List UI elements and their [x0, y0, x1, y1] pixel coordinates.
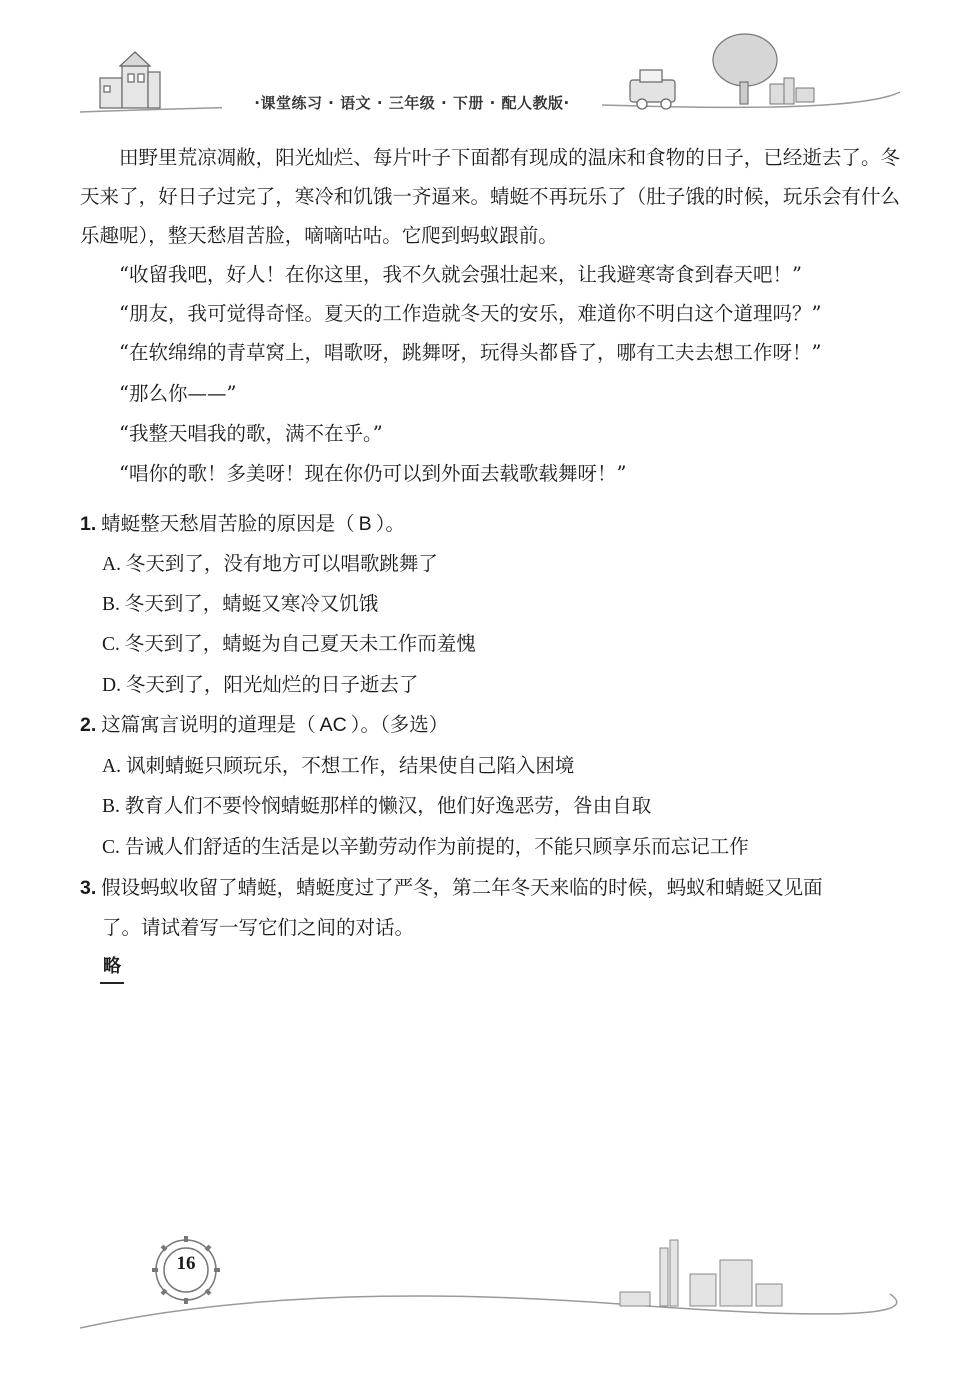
dialogue-line: “收留我吧，好人！在你这里，我不久就会强壮起来，让我避寒寄食到春天吧！”	[119, 263, 802, 286]
question-number: 1.	[80, 513, 97, 535]
footer-illustration	[0, 1200, 979, 1374]
question-2	[80, 709, 448, 737]
question-stem-continued: 了。请试着写一写它们之间的对话。	[102, 918, 415, 939]
buildings-sketch-icon	[770, 78, 814, 104]
answer-field[interactable]: 略	[100, 952, 124, 984]
dialogue-line: “我整天唱我的歌，满不在乎。”	[119, 422, 383, 445]
car-sketch-icon	[630, 70, 675, 109]
answer-field[interactable]: B	[358, 513, 372, 535]
option-c: C. 告诫人们舒适的生活是以辛勤劳动作为前提的，不能只顾享乐而忘记工作	[102, 837, 749, 858]
question-stem: 这篇寓言说明的道理是（	[101, 715, 316, 736]
passage-paragraph: 田野里荒凉凋敝，阳光灿烂、每片叶子下面都有现成的温床和食物的日子，已经逝去了。冬天来了，好日子过完了，寒冷和饥饿一齐逼来。蜻蜓不再玩乐了（肚子饿的时候，玩乐会有什么乐趣呢），整天愁眉苦脸，嘀嘀咕咕。它爬到蚂蚁跟前。	[80, 146, 900, 247]
option-b: B. 教育人们不要怜悯蜻蜓那样的懒汉，他们好逸恶劳，咎由自取	[102, 796, 652, 817]
option-b: B. 冬天到了，蜻蜓又寒冷又饥饿	[102, 594, 379, 615]
question-1	[80, 508, 405, 536]
question-number: 2.	[80, 714, 97, 736]
question-stem-end: ）。（多选）	[350, 715, 449, 736]
option-c: C. 冬天到了，蜻蜓为自己夏天未工作而羞愧	[102, 634, 476, 655]
dialogue-line: “在软绵绵的青草窝上，唱歌呀，跳舞呀，玩得头都昏了，哪有工夫去想工作呀！”	[119, 341, 822, 364]
tree-sketch-icon	[713, 34, 777, 104]
answer-field[interactable]: AC	[319, 714, 347, 736]
dialogue-line: “朋友，我可觉得奇怪。夏天的工作造就冬天的安乐，难道你不明白这个道理吗？”	[119, 302, 822, 325]
house-sketch-icon	[100, 52, 160, 108]
question-3	[80, 872, 823, 900]
option-a: A. 冬天到了，没有地方可以唱歌跳舞了	[102, 554, 438, 575]
dialogue-line: “那么你——”	[119, 382, 237, 405]
option-a: A. 讽刺蜻蜓只顾玩乐，不想工作，结果使自己陷入困境	[102, 756, 575, 777]
page-number: 16	[176, 1253, 196, 1274]
question-stem: 蜻蜓整天愁眉苦脸的原因是（	[101, 514, 355, 535]
option-d: D. 冬天到了，阳光灿烂的日子逝去了	[102, 675, 419, 696]
question-stem: 假设蚂蚁收留了蜻蜓，蜻蜓度过了严冬，第二年冬天来临的时候，蚂蚁和蜻蜓又见面	[101, 878, 823, 899]
header-illustration	[0, 0, 979, 140]
header-title: ·课堂练习 · 语文 · 三年级 · 下册 · 配人教版·	[254, 93, 570, 112]
city-skyline-icon	[620, 1240, 782, 1306]
question-stem-end: ）。	[375, 514, 405, 535]
question-number: 3.	[80, 877, 97, 899]
dialogue-line: “唱你的歌！多美呀！现在你仍可以到外面去载歌载舞呀！”	[119, 462, 627, 485]
